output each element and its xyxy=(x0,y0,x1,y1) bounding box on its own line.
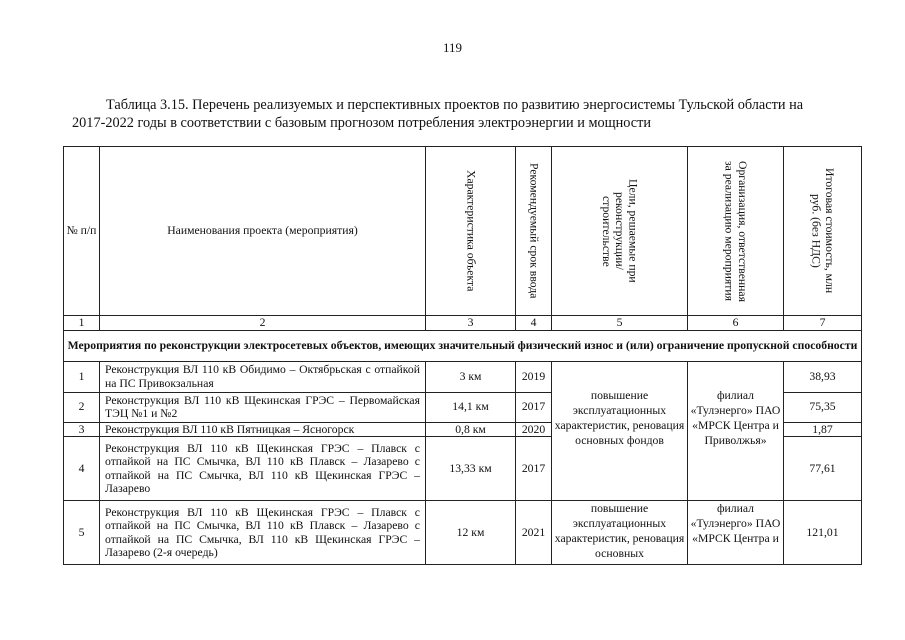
row-organization: филиал «Тулэнерго» ПАО «МРСК Центра и xyxy=(688,501,784,565)
row-cost: 1,87 xyxy=(784,422,862,437)
header-goals: Цели, решаемые при реконструкции/ строительстве xyxy=(552,147,688,316)
row-cost: 75,35 xyxy=(784,392,862,422)
row-num: 3 xyxy=(64,422,100,437)
header-characteristic: Характеристика объекта xyxy=(426,147,516,316)
row-num: 2 xyxy=(64,392,100,422)
table-row xyxy=(64,501,862,565)
column-number: 6 xyxy=(688,316,784,331)
row-num: 4 xyxy=(64,437,100,501)
row-goals: повышение эксплуатационных характеристик, реновация основных xyxy=(552,501,688,565)
row-characteristic: 13,33 км xyxy=(426,437,516,501)
row-name: Реконструкция ВЛ 110 кВ Щекинская ГРЭС – Плавск с отпайкой на ПС Смычка, ВЛ 110 кВ Плавск – Лазарево с отпайкой на ПС Смычка, ВЛ 110 кВ Щекинская ГРЭС – Лазарево xyxy=(100,437,426,501)
table-caption xyxy=(72,96,862,132)
column-number: 1 xyxy=(64,316,100,331)
column-number: 4 xyxy=(516,316,552,331)
row-organization: филиал «Тулэнерго» ПАО «МРСК Центра и Приволжья» xyxy=(688,361,784,501)
header-num: № п/п xyxy=(64,147,100,316)
column-number: 2 xyxy=(100,316,426,331)
column-number: 5 xyxy=(552,316,688,331)
page-number: 119 xyxy=(442,40,463,55)
header-term: Рекомендуемый срок ввода xyxy=(516,147,552,316)
row-cost: 77,61 xyxy=(784,437,862,501)
row-name: Реконструкция ВЛ 110 кВ Щекинская ГРЭС – Плавск с отпайкой на ПС Смычка, ВЛ 110 кВ Плавск – Лазарево с отпайкой на ПС Смычка, ВЛ 110 кВ Щекинская ГРЭС – Лазарево (2-я очередь) xyxy=(100,501,426,565)
row-num: 1 xyxy=(64,361,100,392)
row-characteristic: 12 км xyxy=(426,501,516,565)
caption-line-2: 2017-2022 годы в соответствии с базовым прогнозом потребления электроэнергии и мощности xyxy=(72,115,652,131)
row-term: 2020 xyxy=(516,422,552,437)
row-term: 2021 xyxy=(516,501,552,565)
column-number-row xyxy=(64,316,862,331)
row-name: Реконструкция ВЛ 110 кВ Пятницкая – Ясногорск xyxy=(100,422,426,437)
column-number: 7 xyxy=(784,316,862,331)
row-name: Реконструкция ВЛ 110 кВ Щекинская ГРЭС – Первомайская ТЭЦ №1 и №2 xyxy=(100,392,426,422)
section-title: Мероприятия по реконструкции электросетевых объектов, имеющих значительный физический износ и (или) ограничение пропускной способности xyxy=(64,330,862,361)
row-term: 2017 xyxy=(516,437,552,501)
row-num: 5 xyxy=(64,501,100,565)
row-cost: 121,01 xyxy=(784,501,862,565)
caption-line-1: Таблица 3.15. Перечень реализуемых и перспективных проектов по развитию энергосистемы Тульской области на xyxy=(106,97,804,113)
row-characteristic: 3 км xyxy=(426,361,516,392)
row-term: 2017 xyxy=(516,392,552,422)
header-row xyxy=(64,147,862,316)
row-name: Реконструкция ВЛ 110 кВ Обидимо – Октябрьская с отпайкой на ПС Привокзальная xyxy=(100,361,426,392)
column-number: 3 xyxy=(426,316,516,331)
projects-table xyxy=(63,146,862,565)
row-cost: 38,93 xyxy=(784,361,862,392)
header-organization: Организация, ответственная за реализацию мероприятия xyxy=(688,147,784,316)
section-row xyxy=(64,330,862,361)
header-name: Наименования проекта (мероприятия) xyxy=(100,147,426,316)
row-characteristic: 14,1 км xyxy=(426,392,516,422)
header-cost: Итоговая стоимость, млн руб. (без НДС) xyxy=(784,147,862,316)
row-term: 2019 xyxy=(516,361,552,392)
row-goals: повышение эксплуатационных характеристик, реновация основных фондов xyxy=(552,361,688,501)
table-row xyxy=(64,361,862,392)
row-characteristic: 0,8 км xyxy=(426,422,516,437)
